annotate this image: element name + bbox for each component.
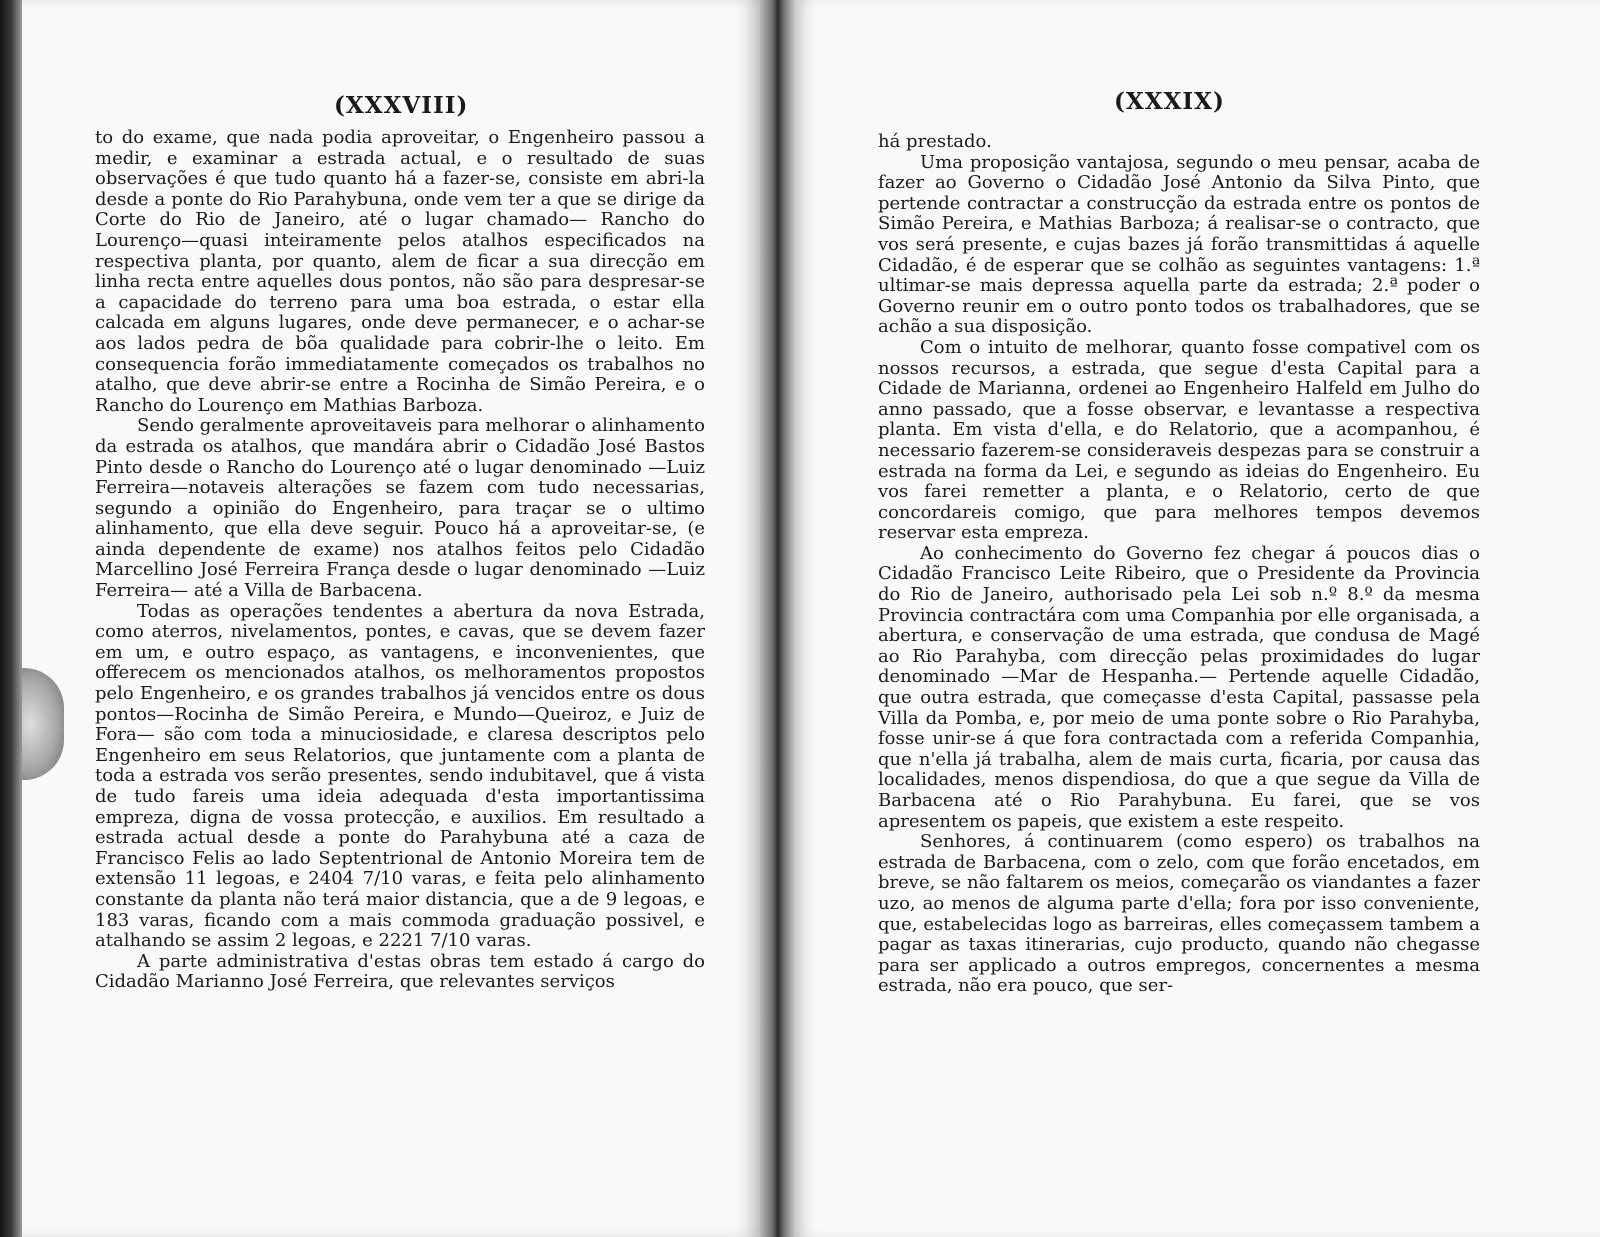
left-page — [22, 0, 760, 1237]
left-paragraph: Todas as operações tendentes a abertura da nova Estrada, como aterros, nivelamentos, pontes, e cavas, que se devem fazer em um, e outro espaço, as vantagens, e inconvenientes, que offerecem os mencionados atalhos, os melhoramentos propostos pelo Engenheiro, e os grandes trabalhos já vencidos entre os dous pontos—Rocinha de Simão Pereira, e Mundo—Queiroz, e Juiz de Fora— são com toda a minuciosidade, e claresa descriptos pelo Engenheiro em seus Relatorios, que juntamente com a planta de toda a estrada vos serão presentes, sendo indubitavel, que á vista de tudo fareis uma ideia adequada d'esta importantissima empreza, digna de vossa protecção, e auxilios. Em resultado a estrada actual desde a ponte do Parahybuna até a caza de Francisco Felis ao lado Septentrional de Antonio Moreira tem de extensão 11 legoas, e 2404 7/10 varas, e feita pelo alinhamento constante da planta não terá maior distancia, que a de 9 legoas, e 183 varas, ficando com a mais commoda graduação possivel, e atalhando se assim 2 legoas, e 2221 7/10 varas. — [95, 600, 705, 952]
right-paragraph: Com o intuito de melhorar, quanto fosse compativel com os nossos recursos, a estrada, que segue d'esta Capital para a Cidade de Marianna, ordenei ao Engenheiro Halfeld em Julho do anno passado, que a fosse observar, e levantasse a respectiva planta. Em vista d'ella, e do Relatorio, que a acompanhou, é necessario fazerem-se consideraveis despezas para se construir a estrada na forma da Lei, e segundo as ideias do Engenheiro. Eu vos farei remetter a planta, e o Relatorio, certo de que concordareis comigo, que para melhores tempos devemos reservar esta empreza. — [878, 336, 1480, 544]
left-paragraph: to do exame, que nada podia aproveitar, o Engenheiro passou a medir, e examinar a estrada actual, e o resultado de suas observações é que tudo quanto há a fazer-se, consiste em abri-la desde a ponte do Rio Parahybuna, onde vem ter a que se dirige da Corte do Rio de Janeiro, até o lugar chamado— Rancho do Lourenço—quasi inteiramente pelos atalhos especificados na respectiva planta, por quanto, alem de ficar a sua direcção em linha recta entre aquelles dous pontos, não são para despresar-se a capacidade do terreno para uma boa estrada, o estar ella calcada em alguns lugares, onde deve permanecer, e o achar-se aos lados pedra de bõa qualidade para cobrir-lhe o leito. Em consequencia forão immediatamente começados os trabalhos no atalho, que deve abrir-se entre a Rocinha de Simão Pereira, e o Rancho do Lourenço em Mathias Barboza. — [95, 127, 705, 416]
right-paragraph: Senhores, á continuarem (como espero) os trabalhos na estrada de Barbacena, com o zelo, com que forão encetados, em breve, se não faltarem os meios, começarão os viandantes a fazer uzo, ao menos de alguma parte d'ella; fora por isso conveniente, que, estabelecidas logo as barreiras, elles começassem tambem a pagar as taxas itinerarias, cujo producto, quando não chegasse para ser applicado a outros empregos, concernentes a mesma estrada, não era pouco, que ser- — [878, 831, 1480, 997]
right-paragraph: Ao conhecimento do Governo fez chegar á poucos dias o Cidadão Francisco Leite Ribeiro, que o Presidente da Provincia do Rio de Janeiro, authorisado pela Lei sob n.º 8.º da mesma Provincia contractára com uma Companhia por elle organisada, a abertura, e conservação de uma estrada, que condusa de Magé ao Rio Parahyba, com direcção pelas proximidades do lugar denominado —Mar de Hespanha.— Pertende aquelle Cidadão, que outra estrada, que começasse d'esta Capital, passasse pela Villa da Pomba, e, por meio de uma ponte sobre o Rio Parahyba, fosse unir-se á que fora contractada com a referida Companhia, que n'ella já trabalha, alem de mais curta, ficaria, por causa das localidades, menos dispendiosa, do que a que segue da Villa de Barbacena até o Rio Parahybuna. Eu farei, que se vos apresentem os papeis, que existem a este respeito. — [878, 542, 1480, 832]
right-page — [796, 0, 1600, 1237]
right-paragraph: há prestado. — [878, 131, 992, 152]
left-paragraph: A parte administrativa d'estas obras tem estado á cargo do Cidadão Marianno José Ferreira, que relevantes serviços — [95, 950, 705, 993]
left-page-number: (XXXVIII) — [334, 92, 469, 119]
left-page-text — [95, 128, 705, 993]
thumb-mark — [22, 668, 64, 780]
right-page-number: (XXXIX) — [1114, 88, 1225, 115]
book-gutter — [760, 0, 796, 1237]
right-page-text — [878, 132, 1480, 997]
left-paragraph: Sendo geralmente aproveitaveis para melhorar o alinhamento da estrada os atalhos, que mandára abrir o Cidadão José Bastos Pinto desde o Rancho do Lourenço até o lugar denominado —Luiz Ferreira—notaveis alterações se fazem com tudo necessarias, segundo a opinião do Engenheiro, para traçar se o ultimo alinhamento, que ella deve seguir. Pouco há a aproveitar-se, (e ainda dependente de exame) nos atalhos feitos pelo Cidadão Marcellino José Ferreira França desde o lugar denominado —Luiz Ferreira— até a Villa de Barbacena. — [95, 415, 705, 602]
right-paragraph: Uma proposição vantajosa, segundo o meu pensar, acaba de fazer ao Governo o Cidadão José Antonio da Silva Pinto, que pertende contractar a construcção da estrada entre os pontos de Simão Pereira, e Mathias Barboza; á realisar-se o contracto, que vos será presente, e cujas bazes já forão transmittidas á aquelle Cidadão, é de esperar que se colhão as seguintes vantagens: 1.ª ultimar-se mais depressa aquella parte da estrada; 2.ª poder o Governo reunir em o outro ponto todos os trabalhadores, que se achão a sua disposição. — [878, 151, 1480, 338]
scan-left-edge — [0, 0, 22, 1237]
